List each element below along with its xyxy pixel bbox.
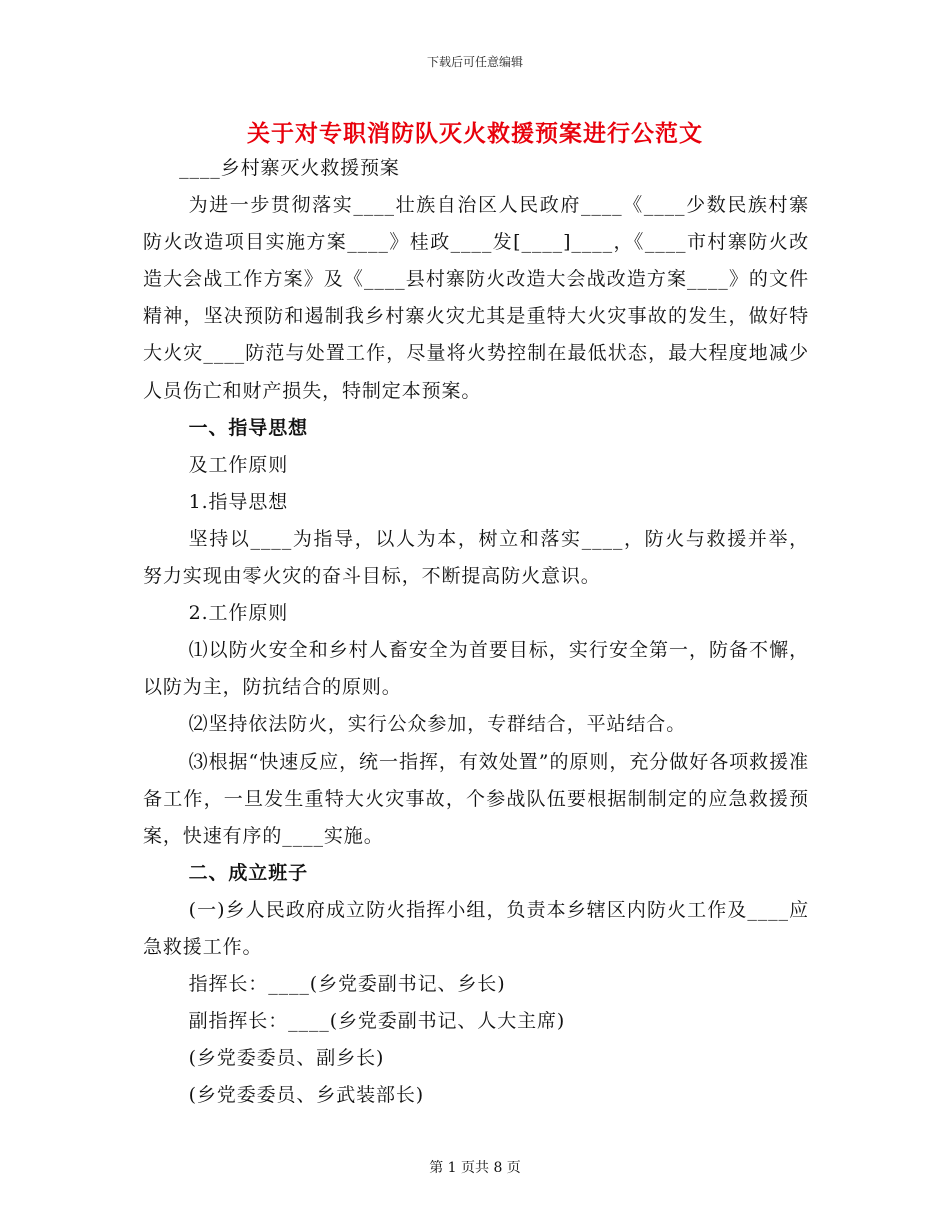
commander-line: 指挥长：____(乡党委副书记、乡长): [188, 973, 506, 996]
member-line-1: (乡党委委员、副乡长): [188, 1047, 385, 1070]
section-heading-1-continuation: 及工作原则: [188, 453, 289, 476]
page-number: 第 1 页共 8 页: [429, 1160, 521, 1176]
section-heading-2: 二、成立班子: [188, 861, 308, 884]
subsection-guiding-thought: 1.指导思想: [188, 490, 289, 513]
principle-3: ⑶根据“快速反应，统一指挥，有效处置”的原则，充分做好各项救援准备工作，一旦发生重特大火灾事故，个参战队伍要根据制制定的应急救援预案，快速有序的____实施。: [143, 750, 809, 847]
member-line-2: (乡党委委员、乡武装部长): [188, 1084, 425, 1107]
section-heading-1: 一、指导思想: [188, 416, 308, 439]
vice-commander-line: 副指挥长：____(乡党委副书记、人大主席): [188, 1010, 566, 1033]
intro-paragraph: 为进一步贯彻落实____壮族自治区人民政府____《____少数民族村寨防火改造项目实施方案____》桂政____发[____]____，《____市村寨防火改造大会战工作方案》及《____县村寨防火改造大会战改造方案____》的文件精神，坚决预防和遏制我乡村寨火灾尤其是重特大火灾事故的发生，做好特大火灾____防范与处置工作，尽量将火势控制在最低状态，最大程度地减少人员伤亡和财产损失，特制定本预案。: [143, 194, 809, 402]
command-group-paragraph: (一)乡人民政府成立防火指挥小组，负责本乡辖区内防火工作及____应急救援工作。: [143, 898, 809, 958]
principle-2: ⑵坚持依法防火，实行公众参加，专群结合，平站结合。: [188, 713, 687, 736]
document-title: 关于对专职消防队灭火救援预案进行公范文: [247, 120, 703, 147]
principle-1: ⑴以防火安全和乡村人畜安全为首要目标，实行安全第一，防备不懈，以防为主，防抗结合的原则。: [143, 639, 809, 699]
header-note: 下载后可任意编辑: [426, 55, 523, 69]
plan-subtitle: ____乡村寨灭火救援预案: [179, 157, 400, 179]
subsection-work-principles: 2.工作原则: [188, 602, 289, 625]
document-body: [143, 150, 809, 1114]
guiding-thought-paragraph: 坚持以____为指导，以人为本，树立和落实____，防火与救援并举，努力实现由零火灾的奋斗目标，不断提高防火意识。: [143, 527, 809, 588]
